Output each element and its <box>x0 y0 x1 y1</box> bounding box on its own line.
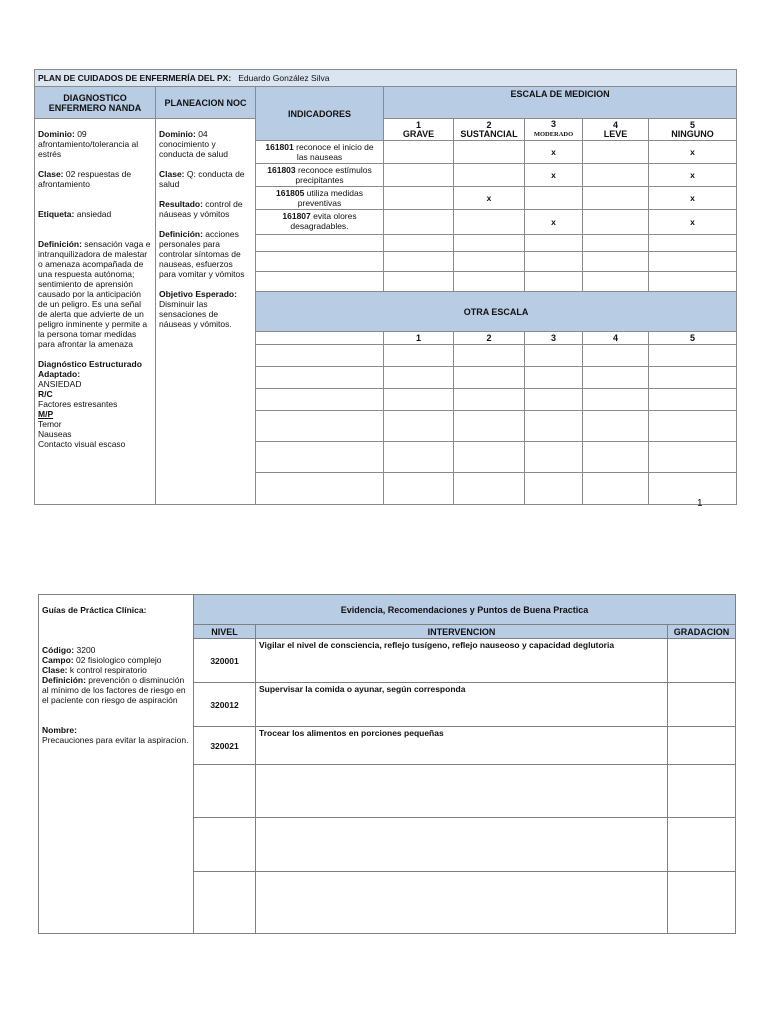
mark-cell <box>384 210 454 235</box>
nanda-mp-label: M/P <box>38 409 54 419</box>
evidencia-header: Evidencia, Recomendaciones y Puntos de Buena Practica <box>194 595 736 625</box>
nanda-rc-label: R/C <box>38 389 53 399</box>
intervencion-cell: Vigilar el nivel de consciencia, reflejo tusígeno, reflejo nauseoso y capacidad deglutoria <box>256 639 668 683</box>
mark-cell <box>583 210 649 235</box>
indicator-cell: 161807 evita olores desagradables. <box>256 210 384 235</box>
otra-scale-4: 4 <box>583 332 649 345</box>
intervencion-cell: Trocear los alimentos en porciones pequeñas <box>256 727 668 765</box>
otra-escala-header: OTRA ESCALA <box>256 292 737 332</box>
scale-header-5: 5 NINGUNO <box>649 119 737 141</box>
col-header-escala: ESCALA DE MEDICION <box>384 87 737 119</box>
mark-cell: x <box>649 164 737 187</box>
nanda-clase-label: Clase: <box>38 169 64 179</box>
noc-clase-value: Q: conducta de salud <box>159 169 245 189</box>
nanda-mp-item: Temor <box>38 419 62 429</box>
guias-definicion-label: Definición: <box>42 675 86 685</box>
scale-header-3: 3 MODERADO <box>525 119 583 141</box>
col-header-intervencion: INTERVENCION <box>256 625 668 639</box>
indicator-cell: 161803 reconoce estímulos precipitantes <box>256 164 384 187</box>
guias-codigo-label: Código: <box>42 645 75 655</box>
noc-dominio-value: 04 conocimiento y conducta de salud <box>159 129 228 159</box>
mark-cell: x <box>525 164 583 187</box>
noc-definicion-label: Definición: <box>159 229 203 239</box>
nanda-diag-label: Diagnóstico Estructurado Adaptado: <box>38 359 142 379</box>
gradacion-cell <box>668 639 736 683</box>
guias-definicion-value: prevención o disminución al mínimo de los factores de riesgo en el paciente con riesgo de aspiración <box>42 675 186 705</box>
mark-cell <box>454 210 525 235</box>
nivel-cell: 320012 <box>194 683 256 727</box>
mark-cell: x <box>649 141 737 164</box>
plan-title-row <box>35 70 737 87</box>
mark-cell <box>454 141 525 164</box>
noc-clase-label: Clase: <box>159 169 185 179</box>
otra-scale-5: 5 <box>649 332 737 345</box>
guias-table <box>38 594 736 934</box>
nivel-cell: 320021 <box>194 727 256 765</box>
page-number: 1 <box>697 498 703 509</box>
gradacion-cell <box>668 683 736 727</box>
nanda-definicion-label: Definición: <box>38 239 82 249</box>
guias-nombre-value: Precauciones para evitar la aspiracion. <box>42 735 189 745</box>
otra-escala-blank <box>256 332 384 345</box>
noc-definicion-value: acciones personales para controlar síntomas de nauseas, esfuerzos para vomitar y vómitos <box>159 229 245 279</box>
col-header-gradacion: GRADACION <box>668 625 736 639</box>
nanda-mp-item: Nauseas <box>38 429 72 439</box>
guias-clase-label: Clase: <box>42 665 68 675</box>
gradacion-cell <box>668 727 736 765</box>
col-header-nivel: NIVEL <box>194 625 256 639</box>
otra-scale-1: 1 <box>384 332 454 345</box>
patient-name: Eduardo González Silva <box>238 73 330 83</box>
nanda-etiqueta-label: Etiqueta: <box>38 209 75 219</box>
intervencion-cell: Supervisar la comida o ayunar, según corresponda <box>256 683 668 727</box>
mark-cell <box>583 164 649 187</box>
noc-dominio-label: Dominio: <box>159 129 196 139</box>
mark-cell: x <box>649 187 737 210</box>
nanda-dominio-label: Dominio: <box>38 129 75 139</box>
mark-cell <box>384 141 454 164</box>
noc-resultado-label: Resultado: <box>159 199 203 209</box>
col-header-indicadores: INDICADORES <box>256 87 384 141</box>
mark-cell <box>384 164 454 187</box>
mark-cell: x <box>525 210 583 235</box>
scale-header-1: 1 GRAVE <box>384 119 454 141</box>
nanda-diag-value: ANSIEDAD <box>38 379 82 389</box>
noc-resultado-value: control de náuseas y vómitos <box>159 199 243 219</box>
mark-cell: x <box>525 141 583 164</box>
nanda-dominio-value: 09 afrontamiento/tolerancia al estrés <box>38 129 139 159</box>
mark-cell <box>384 187 454 210</box>
guias-campo-label: Campo: <box>42 655 74 665</box>
nanda-clase-value: 02 respuestas de afrontamiento <box>38 169 132 189</box>
nanda-rc-value: Factores estresantes <box>38 399 118 409</box>
nanda-cell <box>35 119 156 505</box>
nivel-cell: 320001 <box>194 639 256 683</box>
col-header-noc: PLANEACION NOC <box>156 87 256 119</box>
mark-cell <box>583 141 649 164</box>
plan-title-label: PLAN DE CUIDADOS DE ENFERMERÍA DEL PX: <box>38 73 232 83</box>
noc-objetivo-label: Objetivo Esperado: <box>159 289 237 299</box>
care-plan-table <box>34 69 737 505</box>
nanda-definicion-value: sensación vaga e intranquilizadora de malestar o amenaza acompañada de una respuesta autónoma; sentimiento de aprensión causado por la anticipación de un peligro. Es una señal de alerta que advierte de un peligro inminente y permite a la persona tomar medidas para afrontar la amenaza <box>38 239 151 349</box>
col-header-nanda: DIAGNOSTICO ENFERMERO NANDA <box>35 87 156 119</box>
indicator-cell: 161801 reconoce el inicio de las nauseas <box>256 141 384 164</box>
otra-scale-2: 2 <box>454 332 525 345</box>
noc-objetivo-value: Disminuir las sensaciones de náuseas y vómitos. <box>159 299 232 329</box>
noc-cell <box>156 119 256 505</box>
guias-title: Guías de Práctica Clínica: <box>42 605 147 615</box>
guias-codigo-value: 3200 <box>76 645 96 655</box>
mark-cell <box>454 164 525 187</box>
scale-header-4: 4 LEVE <box>583 119 649 141</box>
indicator-cell: 161805 utiliza medidas preventivas <box>256 187 384 210</box>
scale-header-2: 2 SUSTANCIAL <box>454 119 525 141</box>
guias-info-cell <box>39 595 194 934</box>
mark-cell: x <box>454 187 525 210</box>
guias-campo-value: 02 fisiologico complejo <box>76 655 162 665</box>
mark-cell <box>525 187 583 210</box>
nanda-etiqueta-value: ansiedad <box>76 209 112 219</box>
guias-nombre-label: Nombre: <box>42 725 77 735</box>
otra-scale-3: 3 <box>525 332 583 345</box>
guias-clase-value: k control respiratorio <box>69 665 147 675</box>
mark-cell: x <box>649 210 737 235</box>
mark-cell <box>583 187 649 210</box>
nanda-mp-item: Contacto visual escaso <box>38 439 126 449</box>
